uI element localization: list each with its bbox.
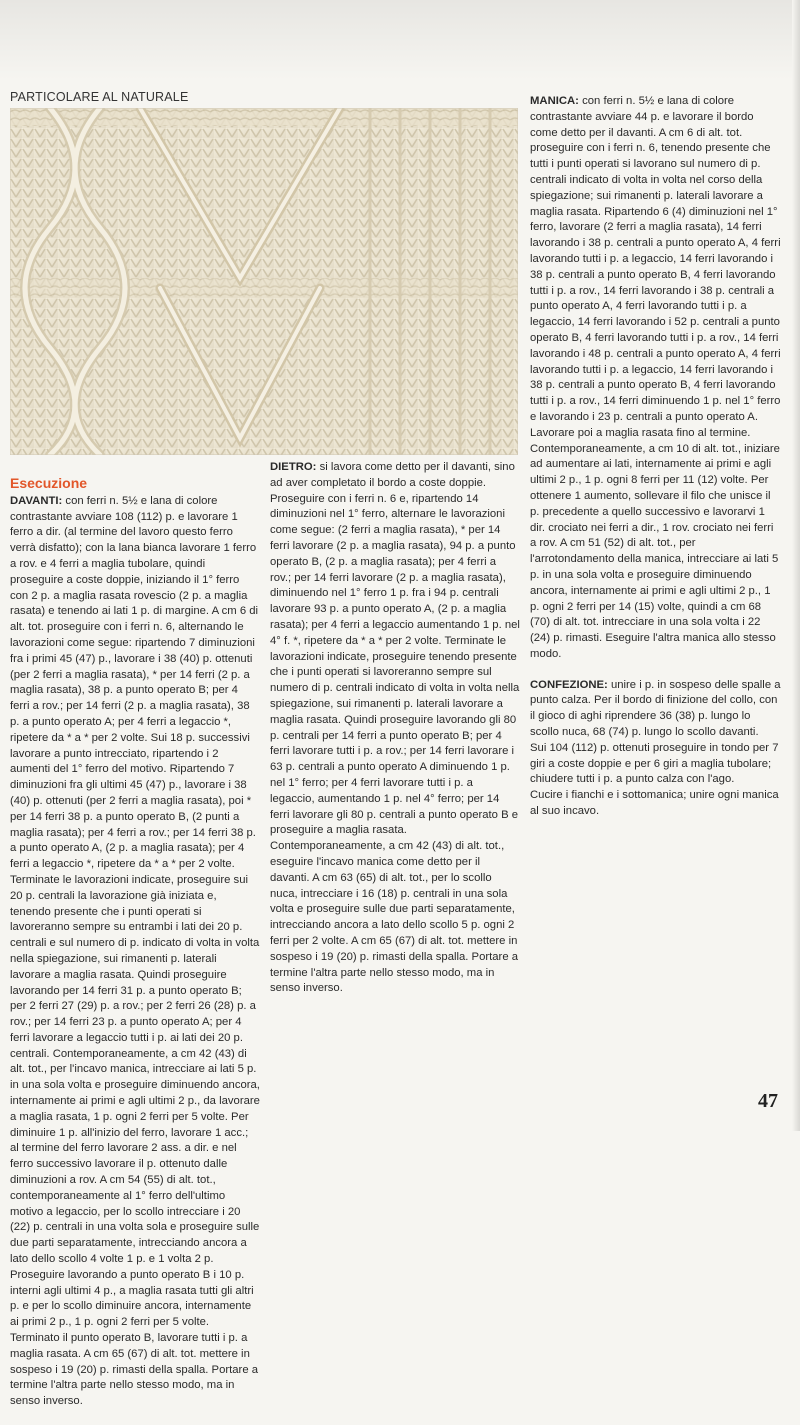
knit-texture-image [10, 108, 518, 455]
text-column-3 [530, 94, 782, 835]
confezione-text-2: Sui 104 (112) p. ottenuti proseguire in tondo per 7 giri a coste doppie e per 6 giri a maglia tubolare; chiudere tutti i p. a punto calza con l'ago. [530, 741, 779, 786]
davanti-paragraph [10, 494, 260, 1410]
photo-caption: PARTICOLARE AL NATURALE [10, 90, 189, 104]
page-number: 47 [758, 1090, 778, 1112]
confezione-text-3: Cucire i fianchi e i sottomanica; unire ogni manica al suo incavo. [530, 789, 779, 818]
dietro-label: DIETRO: [270, 461, 317, 473]
confezione-text: unire i p. in sospeso delle spalle a punto calza. Per il bordo di finizione del collo, con il gioco di aghi riprendere 36 (38) p. lungo lo scollo nuca, 68 (74) p. lungo lo scollo davanti. [530, 678, 781, 739]
davanti-text: con ferri n. 5½ e lana di colore contrastante avviare 108 (112) p. e lavorare 1 ferro a dir. (al termine del lavoro questo ferro verrà disfatto); con la lana bianca lavorare 1 ferro a rov. e 4 ferri a maglia tubolare, quindi proseguire a coste doppie, iniziando il 1° ferro con 2 p. a maglia rasata rovescio (2 p. a maglia rasata) e tenendo ai lati 1 p. di margine. A cm 6 di alt. tot. proseguire con i ferri n. 6, alternando le lavorazioni come segue: ripartendo 7 diminuzioni fra i primi 45 (47) p., lavorare i 38 (40) p. ottenuti (per 2 ferri a maglia rasata), * per 14 ferri (2 p. a maglia rasata), 38 p. a punto operato B; per 4 ferri a rov.; per 14 ferri (2 p. a maglia rasata), 38 p. a punto operato A; per 4 ferri a legaccio *, ripetere da * a * per 2 volte. Sui 18 p. successivi lavorare a punto intrecciato, ripartendo i 2 aumenti del 1° ferro del motivo. Ripartendo 7 diminuzioni fra gli ultimi 45 (47) p., lavorare i 38 (40) p. ottenuti (per 2 ferri a maglia rasata), poi * per 14 ferri 38 p. a punto operato B, (2 punti a maglia rasata); per 4 ferri a rov.; per 14 ferri 38 p. a punto operato A, (2 p. a maglia rasata); per 4 ferri a legaccio *, ripetere da * a * per 2 volte. Terminate le lavorazioni indicate, proseguire sui 20 p. centrali la lavorazione già iniziata e, tenendo presente che i punti operati si lavoreranno sempre su entrambi i lati dei 20 p. centrali e sul numero di p. indicato di volta in volta nella spiegazione, sui rimanenti p. laterali lavorare a maglia rasata. Quindi proseguire lavorando per 14 ferri 31 p. a punto operato B; per 2 ferri 27 (29) p. a rov.; per 2 ferri 26 (28) p. a rov.; per 14 ferri 23 p. a punto operato A; per 4 ferri lavorare a legaccio tutti i p. ai lati dei 20 p. centrali. Contemporaneamente, a cm 42 (43) di alt. tot., per l'incavo manica, intrecciare ai lati 5 p. in una sola volta e proseguire diminuendo ancora, internamente ai primi e agli ultimi 2 p., da lavorare a maglia rasata, 1 p. ogni 2 ferri per 5 volte. Per diminuire 1 p. all'inizio del ferro, lavorare 1 acc.; al termine del ferro lavorare 2 ass. a dir. e nel ferro successivo lavorare il p. ottenuto dalle diminuzioni a rov. A cm 54 (55) di alt. tot., contemporaneamente al 1° ferro dell'ultimo motivo a legaccio, per lo scollo intrecciare i 20 (22) p. centrali in una volta sola e proseguire sulle due parti separatamente, intrecciando ancora a lato dello scollo 4 volte 1 p. e 1 volta 2 p. Proseguire lavorando a punto operato B i 10 p. interni agli ultimi 4 p., a maglia rasata tutti gli altri p. e per lo scollo diminuire ancora, internamente ai primi 2 p., 1 p. ogni 2 ferri per 5 volte. Terminato il punto operato B, lavorare tutti i p. a maglia rasata. A cm 65 (67) di alt. tot. mettere in sospeso i 19 (20) p. rimasti della spalla. Portare a termine l'altra parte nello stesso modo, ma in senso inverso. [10, 494, 260, 1408]
manica-paragraph [530, 94, 782, 663]
top-shade [0, 0, 800, 80]
confezione-paragraph [530, 678, 782, 741]
davanti-label: DAVANTI: [10, 494, 63, 507]
dietro-paragraph [270, 460, 520, 997]
section-title: Esecuzione [10, 475, 88, 491]
text-column-1 [10, 476, 260, 1425]
dietro-text: si lavora come detto per il davanti, sino ad aver completato il bordo a coste doppie. Proseguire con i ferri n. 6 e, ripartendo 14 diminuzioni nel 1° ferro, alternare le lavorazioni come segue: (2 ferri a maglia rasata), * per 14 ferri lavorare (2 p. a maglia rasata), 94 p. a punto operato B, (2 p. a maglia rasata); per 4 ferri a rov.; per 14 ferri lavorare (2 p. a maglia rasata), diminuendo nel 1° ferro 1 p. fra i 94 p. centrali lavorare 93 p. a punto operato A, (2 p. a maglia rasata); per 4 ferri a legaccio aumentando 1 p. nel 4° f. *, ripetere da * a * per 2 volte. Terminate le lavorazioni indicate, proseguire tenendo presente che i punti operati si lavoreranno sempre sul numero di p. centrali indicato di volta in volta nella spiegazione, sui rimanenti p. laterali lavorare a maglia rasata. Quindi proseguire lavorando gli 80 p. centrali per 14 ferri a punto operato B; per 4 ferri lavorare tutti i p. a rov.; per 14 ferri lavorare i 63 p. centrali a punto operato A diminuendo 1 p. nel 1° ferro; per 4 ferri lavorare tutti i p. a legaccio, aumentando 1 p. nel 4° ferro; per 14 ferri lavorare gli 80 p. centrali a punto operato B e proseguire a maglia rasata. Contemporaneamente, a cm 42 (43) di alt. tot., eseguire l'incavo manica come detto per il davanti. A cm 63 (65) di alt. tot., per lo scollo nuca, intrecciare i 16 (18) p. centrali in una sola volta e proseguire sulle due parti separatamente, intrecciando ancora a lato dello scollo 5 p. ogni 2 ferri per 2 volte. A cm 65 (67) di alt. tot. mettere in sospeso i 19 (20) p. rimasti della spalla. Portare a termine l'altra parte nello stesso modo, ma in senso inverso. [270, 461, 520, 995]
confezione-label: CONFEZIONE: [530, 678, 608, 691]
text-column-2 [270, 460, 520, 1012]
knitting-detail-photo [10, 108, 518, 455]
manica-text: con ferri n. 5½ e lana di colore contrastante avviare 44 p. e lavorare il bordo come detto per il davanti. A cm 6 di alt. tot. proseguire con i ferri n. 6, tenendo presente che tutti i punti operati si lavorano sul numero di p. centrali indicato di volta in volta nel corso della spiegazione; sui rimanenti p. laterali lavorare a maglia rasata. Ripartendo 6 (4) diminuzioni nel 1° ferro, lavorare (2 ferri a maglia rasata), 14 ferri lavorando i 38 p. centrali a punto operato A, 4 ferri lavorando tutti i p. a legaccio, 14 ferri lavorando i 38 p. centrali a punto operato B, 4 ferri lavorando tutti i p. a rov., 14 ferri lavorando i 38 p. centrali a punto operato A, 4 ferri lavorando tutti i p. a legaccio, 14 ferri lavorando i 52 p. centrali a punto operato B, 4 ferri lavorando tutti i p. a rov., 14 ferri lavorando i 48 p. centrali a punto operato A, 4 ferri lavorando tutti i p. a legaccio, 14 ferri lavorando i 38 p. centrali a punto operato B, 4 ferri lavorando tutti i p. a rov., 14 ferri diminuendo 1 p. nel 1° ferro e lavorando i 23 p. centrali a punto operato A. Lavorare poi a maglia rasata fino al termine. Contemporaneamente, a cm 10 di alt. tot., iniziare ad aumentare ai lati, internamente ai primi e agli ultimi 2 p., 1 p. ogni 8 ferri per 11 (12) volte. Per ottenere 1 aumento, sollevare il filo che unisce il p. precedente a quello successivo e lavorarvi 1 dir. crociato nei ferri a dir., 1 rov. crociato nei ferri a rov. A cm 51 (52) di alt. tot., per l'arrotondamento della manica, intrecciare ai lati 5 p. in una sola volta e proseguire diminuendo ancora, internamente ai primi e agli ultimi 2 p., 1 p. ogni 2 ferri per 14 (15) volte, quindi a cm 68 (70) di alt. tot. intrecciare in una sola volta i 22 (24) p. rimasti. Eseguire l'altra manica allo stesso modo. [530, 95, 781, 660]
manica-label: MANICA: [530, 95, 579, 107]
page-edge-shadow [792, 0, 800, 1131]
